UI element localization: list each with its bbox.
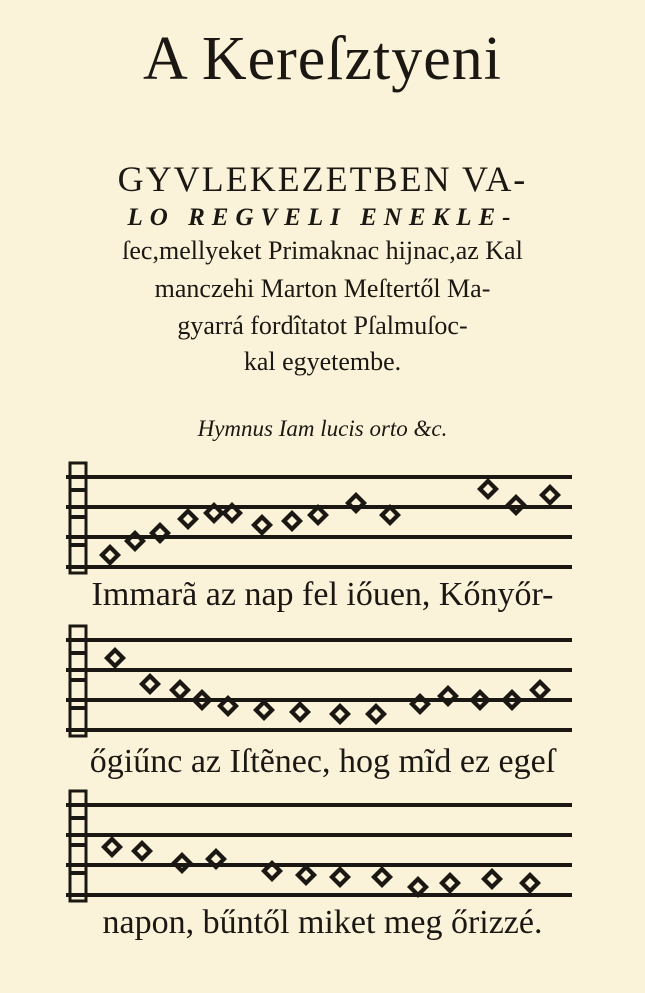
title-line-3: ſec,mellyeket Primaknac hijnac,az Kal [122,236,523,265]
note-head [329,703,351,725]
clef-icon [70,463,86,573]
lyric-line-2: őgiűnc az Iſtẽnec, hog mĩd ez egeſ [89,743,556,780]
lyric-line-3: napon, bűntől miket meg őrizzé. [102,904,543,941]
note-head [104,647,126,669]
clef-icon [70,626,86,736]
note-head [124,530,146,552]
note-head [329,866,351,888]
note-head [481,868,503,890]
note-heads [104,647,551,725]
note-head [281,510,303,532]
note-head [539,484,561,506]
note-head [477,478,499,500]
title-line-1: GYVLEKEZETBEN VA- [117,159,528,199]
note-head [251,514,273,536]
note-head [371,866,393,888]
note-head [437,685,459,707]
note-head [177,508,199,530]
page-title: A Kereſztyeni [142,25,503,93]
title-line-4: manczehi Marton Meſtertől Ma- [154,274,491,303]
note-head [289,701,311,723]
title-line-2: LO REGVELI ENEKLE- [127,204,518,231]
note-head [295,864,317,886]
note-head [365,703,387,725]
note-head [409,693,431,715]
note-head [253,699,275,721]
note-head [169,679,191,701]
note-head [519,872,541,894]
title-line-5: gyarrá fordîtatot Pſalmuſoc- [177,311,468,340]
note-head [529,679,551,701]
hymn-heading: Hymnus Iam lucis orto &c. [197,416,448,441]
note-head [345,492,367,514]
note-heads [99,478,561,566]
note-head [131,840,153,862]
lyric-line-1: Immarã az nap fel iőuen, Kőnyőr- [91,576,554,613]
clef-icon [70,791,86,901]
note-head [99,544,121,566]
note-head [139,673,161,695]
note-head [149,522,171,544]
note-head [101,836,123,858]
note-head [439,872,461,894]
title-line-6: kal egyetembe. [243,347,402,376]
